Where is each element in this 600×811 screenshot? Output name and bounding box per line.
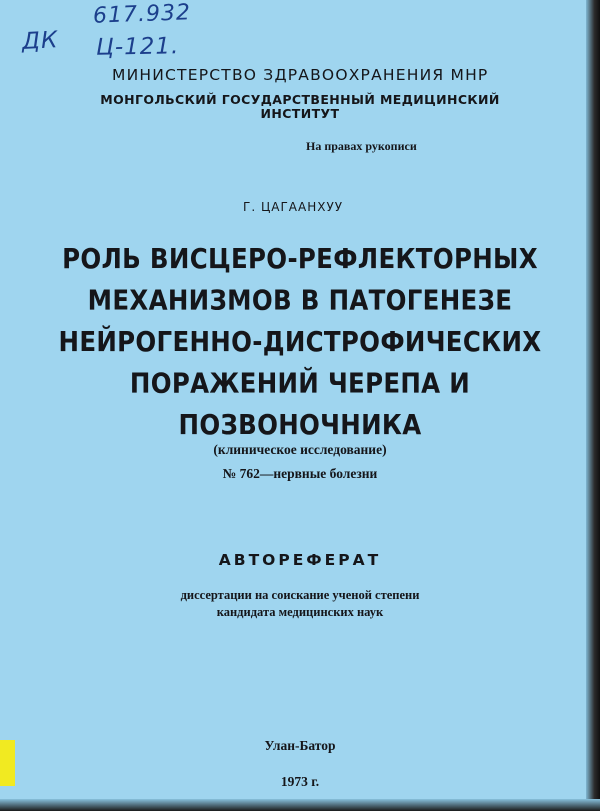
institute-line-2: ИНСТИТУТ	[260, 106, 340, 121]
degree-line-2: кандидата медицинских наук	[216, 605, 384, 619]
publication-city: Улан-Батор	[264, 738, 336, 753]
ministry-heading: МИНИСТЕРСТВО ЗДРАВООХРАНЕНИЯ МНР	[112, 66, 489, 84]
handwritten-prefix: ДК	[21, 27, 59, 55]
degree-description	[0, 587, 600, 621]
handwritten-shelf-code: 617.932	[92, 0, 192, 29]
document-title	[0, 238, 600, 445]
document-subtitle: (клиническое исследование)	[213, 442, 387, 457]
institute-line-1: МОНГОЛЬСКИЙ ГОСУДАРСТВЕННЫЙ МЕДИЦИНСКИЙ	[100, 92, 500, 107]
scan-edge-bottom	[0, 799, 600, 811]
degree-line-1: диссертации на соискание ученой степени	[180, 588, 420, 602]
rights-notice: На правах рукописи	[306, 139, 417, 153]
publication-year: 1973 г.	[280, 774, 320, 789]
title-line-3: НЕЙРОГЕННО-ДИСТРОФИЧЕСКИХ	[58, 325, 542, 358]
specialty-code: № 762—нервные болезни	[222, 466, 378, 481]
title-line-2: МЕХАНИЗМОВ В ПАТОГЕНЕЗЕ	[87, 283, 513, 317]
abstract-heading: АВТОРЕФЕРАТ	[218, 551, 382, 569]
author-name: Г. ЦАГААНХУУ	[243, 200, 344, 214]
title-line-5: ПОЗВОНОЧНИКА	[178, 408, 422, 441]
scan-edge-right	[586, 0, 600, 811]
institute-heading	[0, 93, 600, 121]
title-line-1: РОЛЬ ВИСЦЕРО-РЕФЛЕКТОРНЫХ	[62, 242, 538, 275]
yellow-sticker	[0, 740, 15, 786]
title-line-4: ПОРАЖЕНИЙ ЧЕРЕПА И	[129, 366, 471, 400]
handwritten-author-code: Ц-121.	[95, 33, 180, 61]
